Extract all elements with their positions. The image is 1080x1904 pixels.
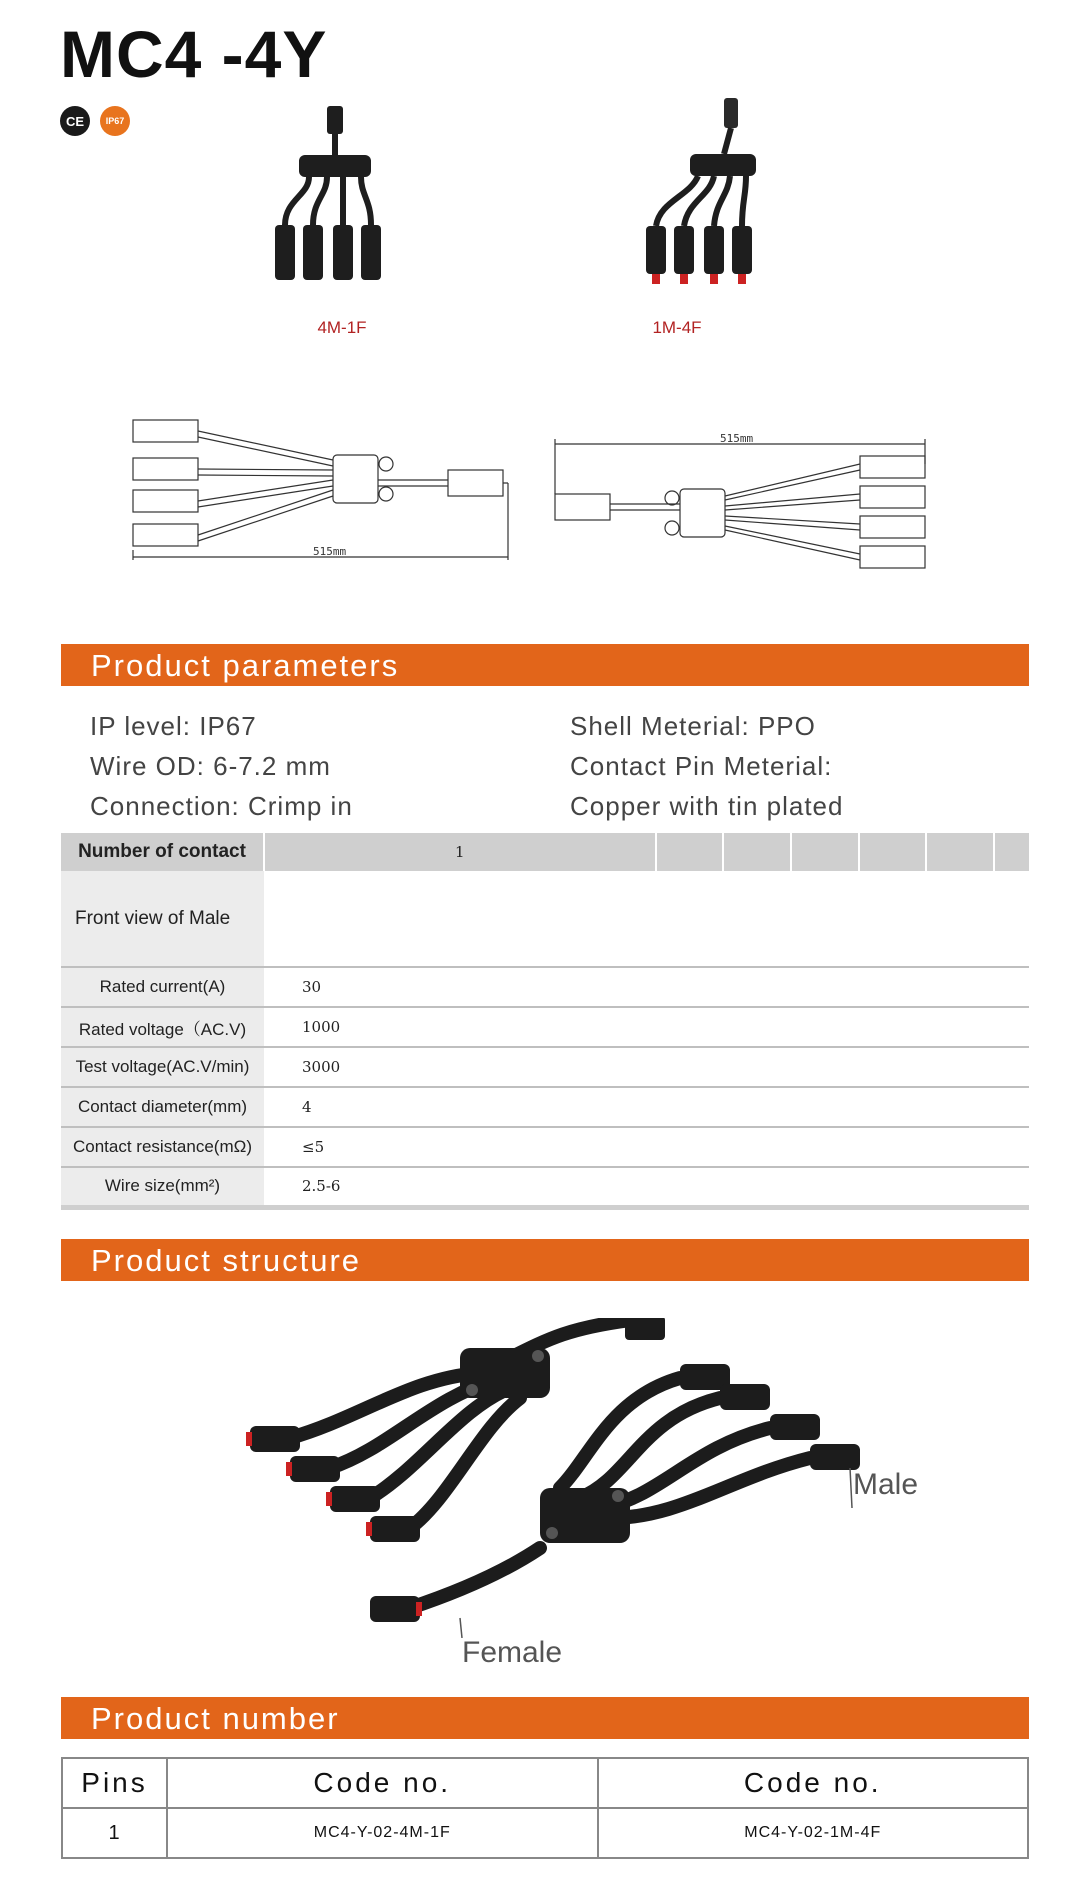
parameter-list [90,706,990,826]
male-label: Male [853,1468,919,1501]
ip67-badge: IP67 [100,106,130,136]
spec-row [61,1127,1029,1167]
spec-value: 30 [264,967,1029,1007]
table-header-row [62,1758,1028,1808]
technical-drawing-1m-4f [550,434,940,594]
spec-row [61,1047,1029,1087]
spec-label: Rated current(A) [61,967,264,1007]
cell-code-4m-1f: MC4-Y-02-4M-1F [167,1808,598,1858]
spec-header-empty [994,833,1029,871]
spec-header-empty [926,833,994,871]
product-image-1m-4f [620,96,780,306]
spec-label: Wire size(mm²) [61,1167,264,1207]
spec-value [264,871,1029,967]
param-ip-level: IP level: IP67 [90,711,257,741]
product-caption-4m-1f: 4M-1F [317,318,367,337]
spec-header-empty [656,833,724,871]
param-contact-pin-material: Contact Pin Meterial: [570,751,833,781]
product-number-table [61,1757,1029,1859]
section-header-parameters: Product parameters [61,644,1029,686]
spec-row [61,1167,1029,1207]
product-caption-1m-4f: 1M-4F [652,318,702,337]
spec-value: 3000 [264,1047,1029,1087]
param-connection: Connection: Crimp in [90,791,353,821]
certification-badges [60,106,130,136]
female-label: Female [462,1636,563,1669]
param-shell-material: Shell Meterial: PPO [570,711,816,741]
spec-label: Front view of Male [61,871,264,967]
page-title: MC4 -4Y [60,17,328,91]
section-header-number: Product number [61,1697,1029,1739]
spec-value: 4 [264,1087,1029,1127]
cell-code-1m-4f: MC4-Y-02-1M-4F [598,1808,1029,1858]
cell-pins: 1 [62,1808,167,1858]
spec-label: Contact diameter(mm) [61,1087,264,1127]
column-header-code-2: Code no. [598,1758,1029,1808]
column-header-pins: Pins [62,1758,167,1808]
dimension-label-1: 515mm [313,545,347,558]
spec-label: Test voltage(AC.V/min) [61,1047,264,1087]
product-image-4m-1f [255,100,415,310]
technical-drawing-4m-1f [128,410,518,570]
spec-label: Contact resistance(mΩ) [61,1127,264,1167]
ce-badge: CE [60,106,90,136]
table-row [62,1808,1028,1858]
dimension-label-2: 515mm [720,434,754,445]
spec-value: ≤5 [264,1127,1029,1167]
spec-value: 1000 [264,1007,1029,1047]
spec-row [61,967,1029,1007]
spec-header-empty [723,833,791,871]
spec-row [61,871,1029,967]
spec-label: Rated voltage（AC.V) [61,1007,264,1047]
param-plating: Copper with tin plated [570,791,844,821]
column-header-code-1: Code no. [167,1758,598,1808]
product-structure-image [210,1318,930,1638]
section-header-structure: Product structure [61,1239,1029,1281]
spec-row [61,1007,1029,1047]
spec-table [61,833,1029,1210]
spec-row [61,1087,1029,1127]
spec-value: 2.5-6 [264,1167,1029,1207]
spec-header-empty [791,833,859,871]
spec-header-value: 1 [264,833,656,871]
param-wire-od: Wire OD: 6-7.2 mm [90,751,331,781]
spec-header-label: Number of contact [61,833,264,871]
spec-header-row [61,833,1029,871]
spec-header-empty [859,833,927,871]
